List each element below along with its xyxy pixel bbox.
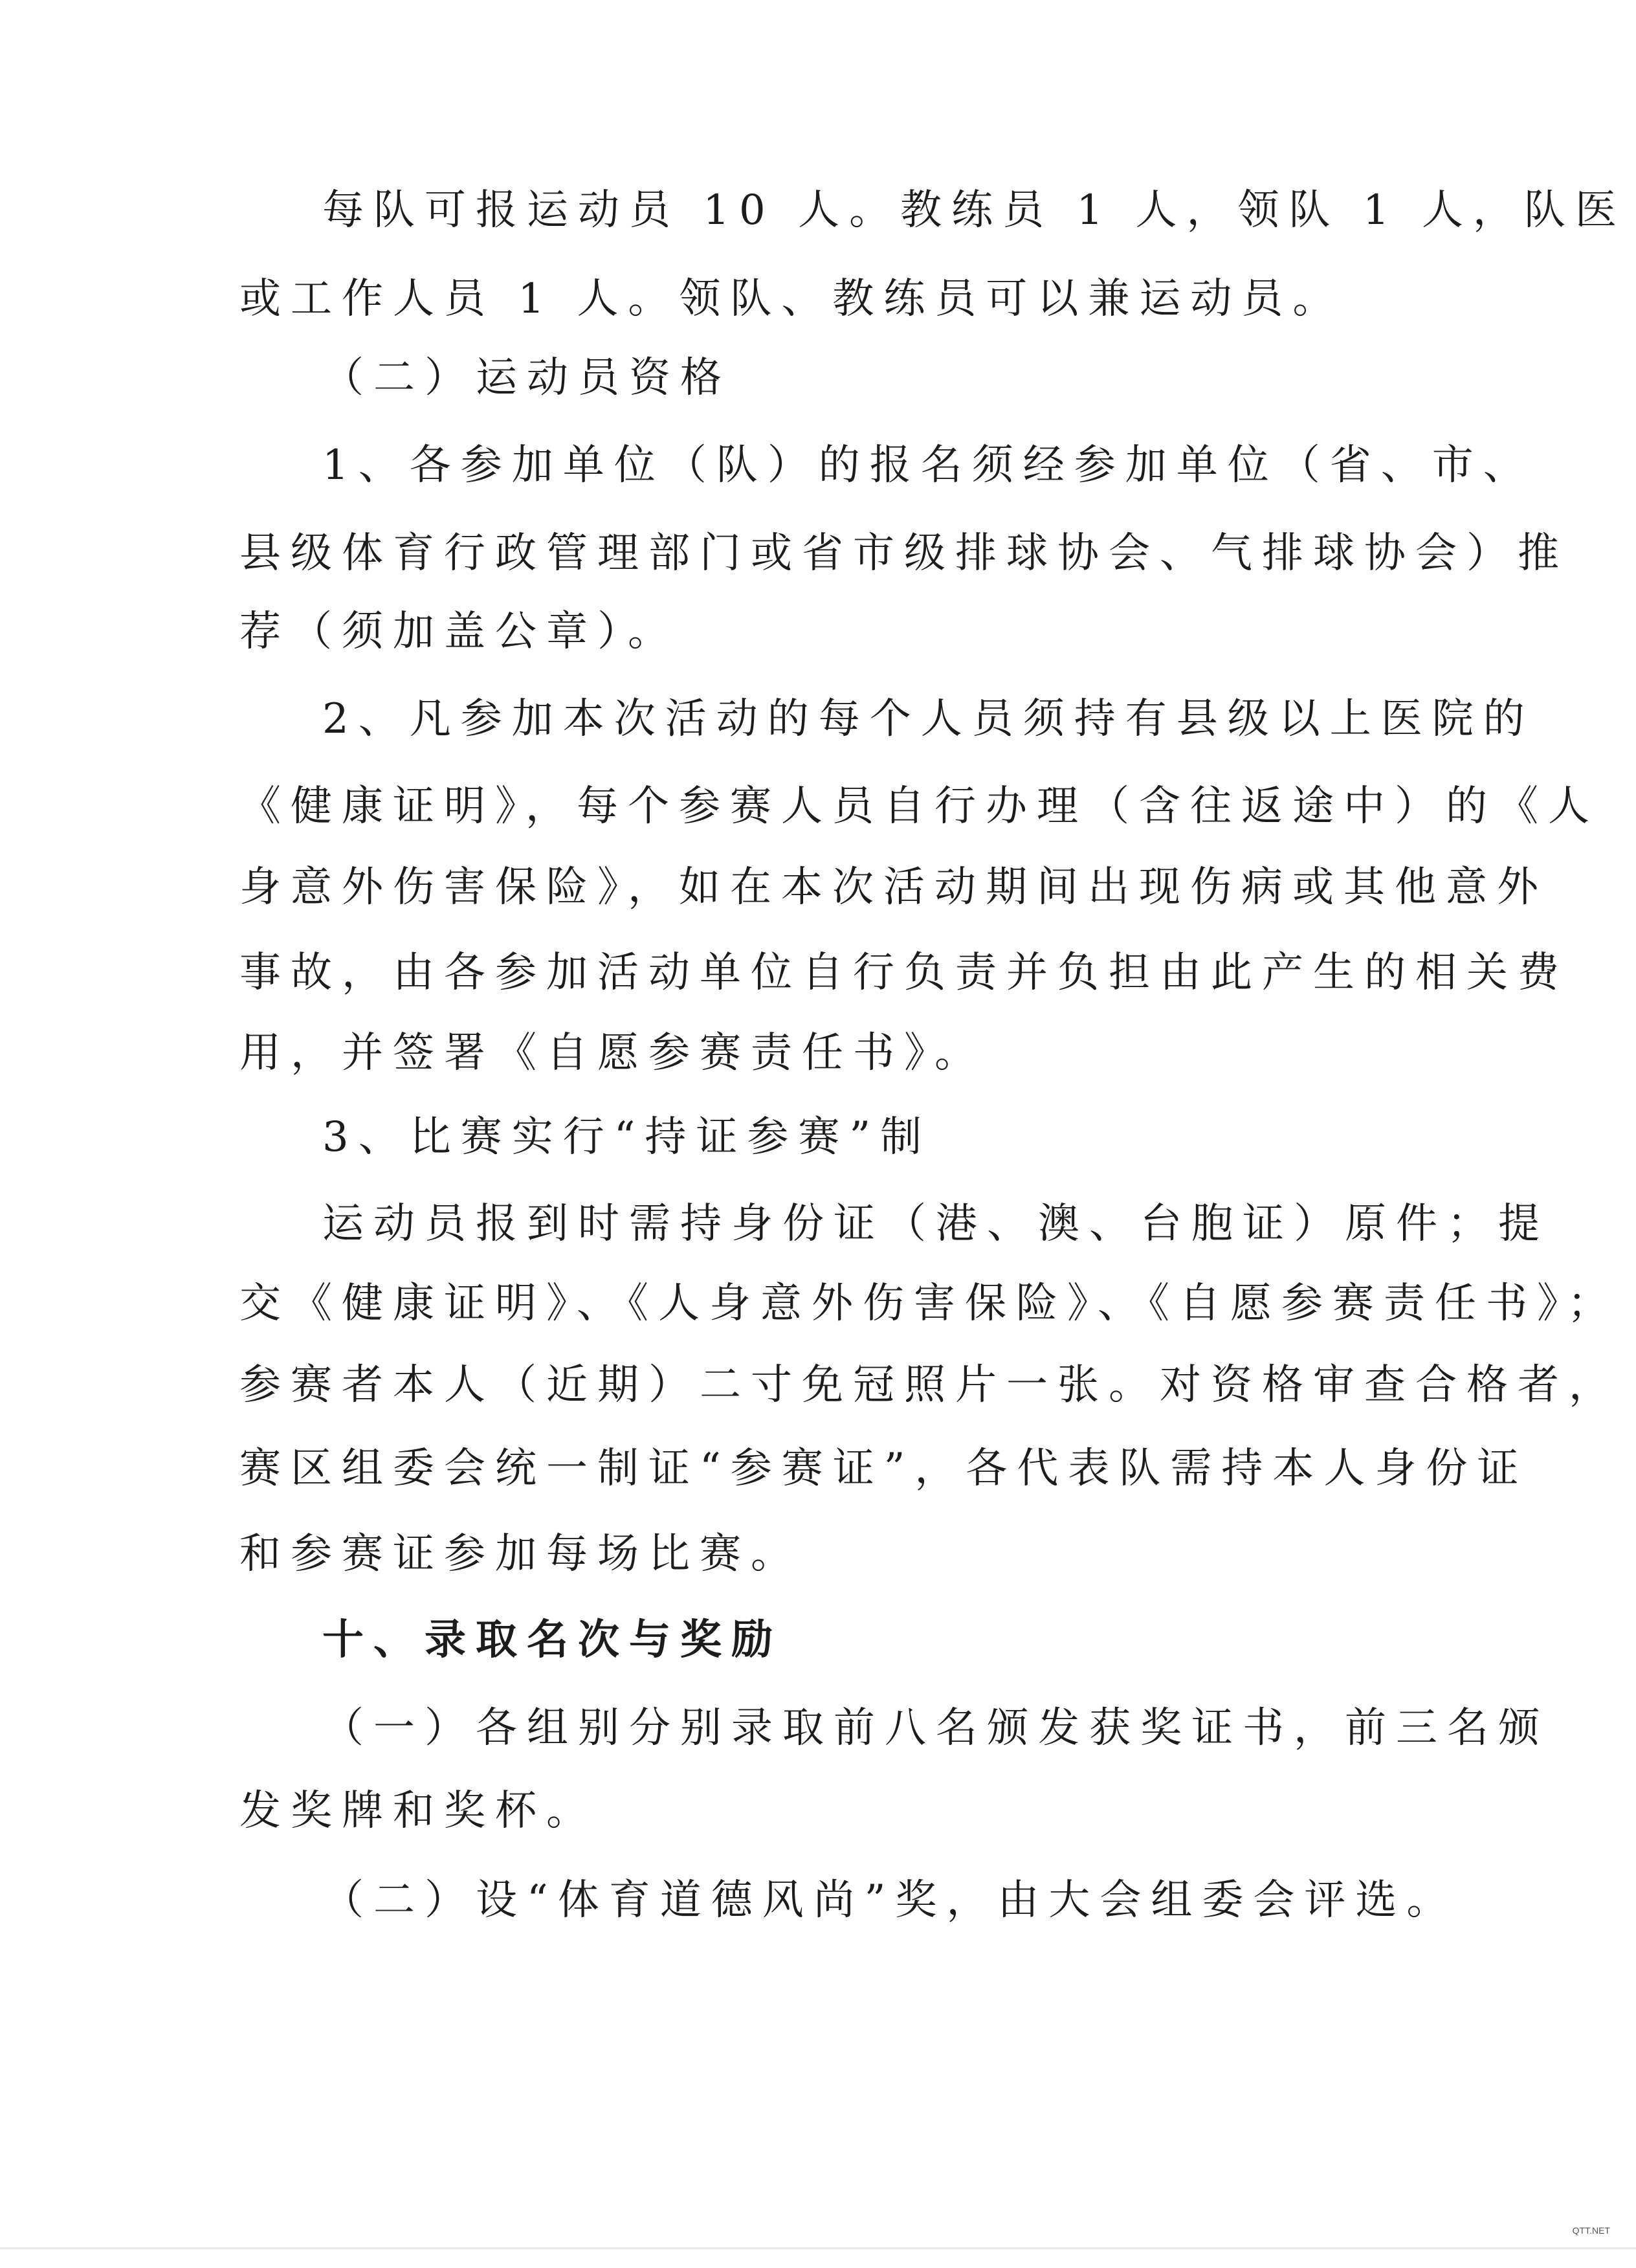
paragraph-line: （一）各组别分别录取前八名颁发获奖证书，前三名颁	[322, 1704, 1549, 1752]
paragraph-line: 交《健康证明》、《人身意外伤害保险》、《自愿参赛责任书》；	[239, 1280, 1619, 1328]
section-heading: 十、录取名次与奖励	[322, 1616, 782, 1664]
paragraph-line: 1、各参加单位（队）的报名须经参加单位（省、市、	[322, 441, 1534, 489]
paragraph-line: 或工作人员 1 人。领队、教练员可以兼运动员。	[239, 275, 1344, 323]
paragraph-line: 发奖牌和奖杯。	[239, 1787, 597, 1835]
paragraph-line: 县级体育行政管理部门或省市级排球协会、气排球协会）推	[239, 529, 1569, 577]
paragraph-line: 运动员报到时需持身份证（港、澳、台胞证）原件；提	[322, 1200, 1549, 1248]
paragraph-line: 《健康证明》，每个参赛人员自行办理（含往返途中）的《人	[239, 783, 1599, 830]
watermark-text: QTT.NET	[1572, 2225, 1610, 2236]
paragraph-line: 2、凡参加本次活动的每个人员须持有县级以上医院的	[322, 695, 1534, 743]
paragraph-line: 和参赛证参加每场比赛。	[239, 1530, 802, 1578]
paragraph-line: 荐（须加盖公章）。	[239, 608, 679, 656]
paragraph-line: 身意外伤害保险》，如在本次活动期间出现伤病或其他意外	[239, 863, 1548, 911]
paragraph-line: 每队可报运动员 10 人。教练员 1 人，领队 1 人，队医	[322, 186, 1626, 234]
scan-edge-bottom	[0, 2247, 1636, 2249]
paragraph-line: （二）设“体育道德风尚”奖，由大会组委会评选。	[322, 1876, 1458, 1924]
paragraph-line: 用，并签署《自愿参赛责任书》。	[239, 1029, 986, 1077]
paragraph-line: 事故，由各参加活动单位自行负责并负担由此产生的相关费	[239, 949, 1569, 997]
paragraph-line: 赛区组委会统一制证“参赛证”，各代表队需持本人身份证	[239, 1445, 1529, 1493]
section-heading: （二）运动员资格	[322, 354, 731, 402]
paragraph-line: 参赛者本人（近期）二寸免冠照片一张。对资格审查合格者，	[239, 1361, 1620, 1409]
paragraph-line: 3、比赛实行“持证参赛”制	[322, 1113, 932, 1161]
